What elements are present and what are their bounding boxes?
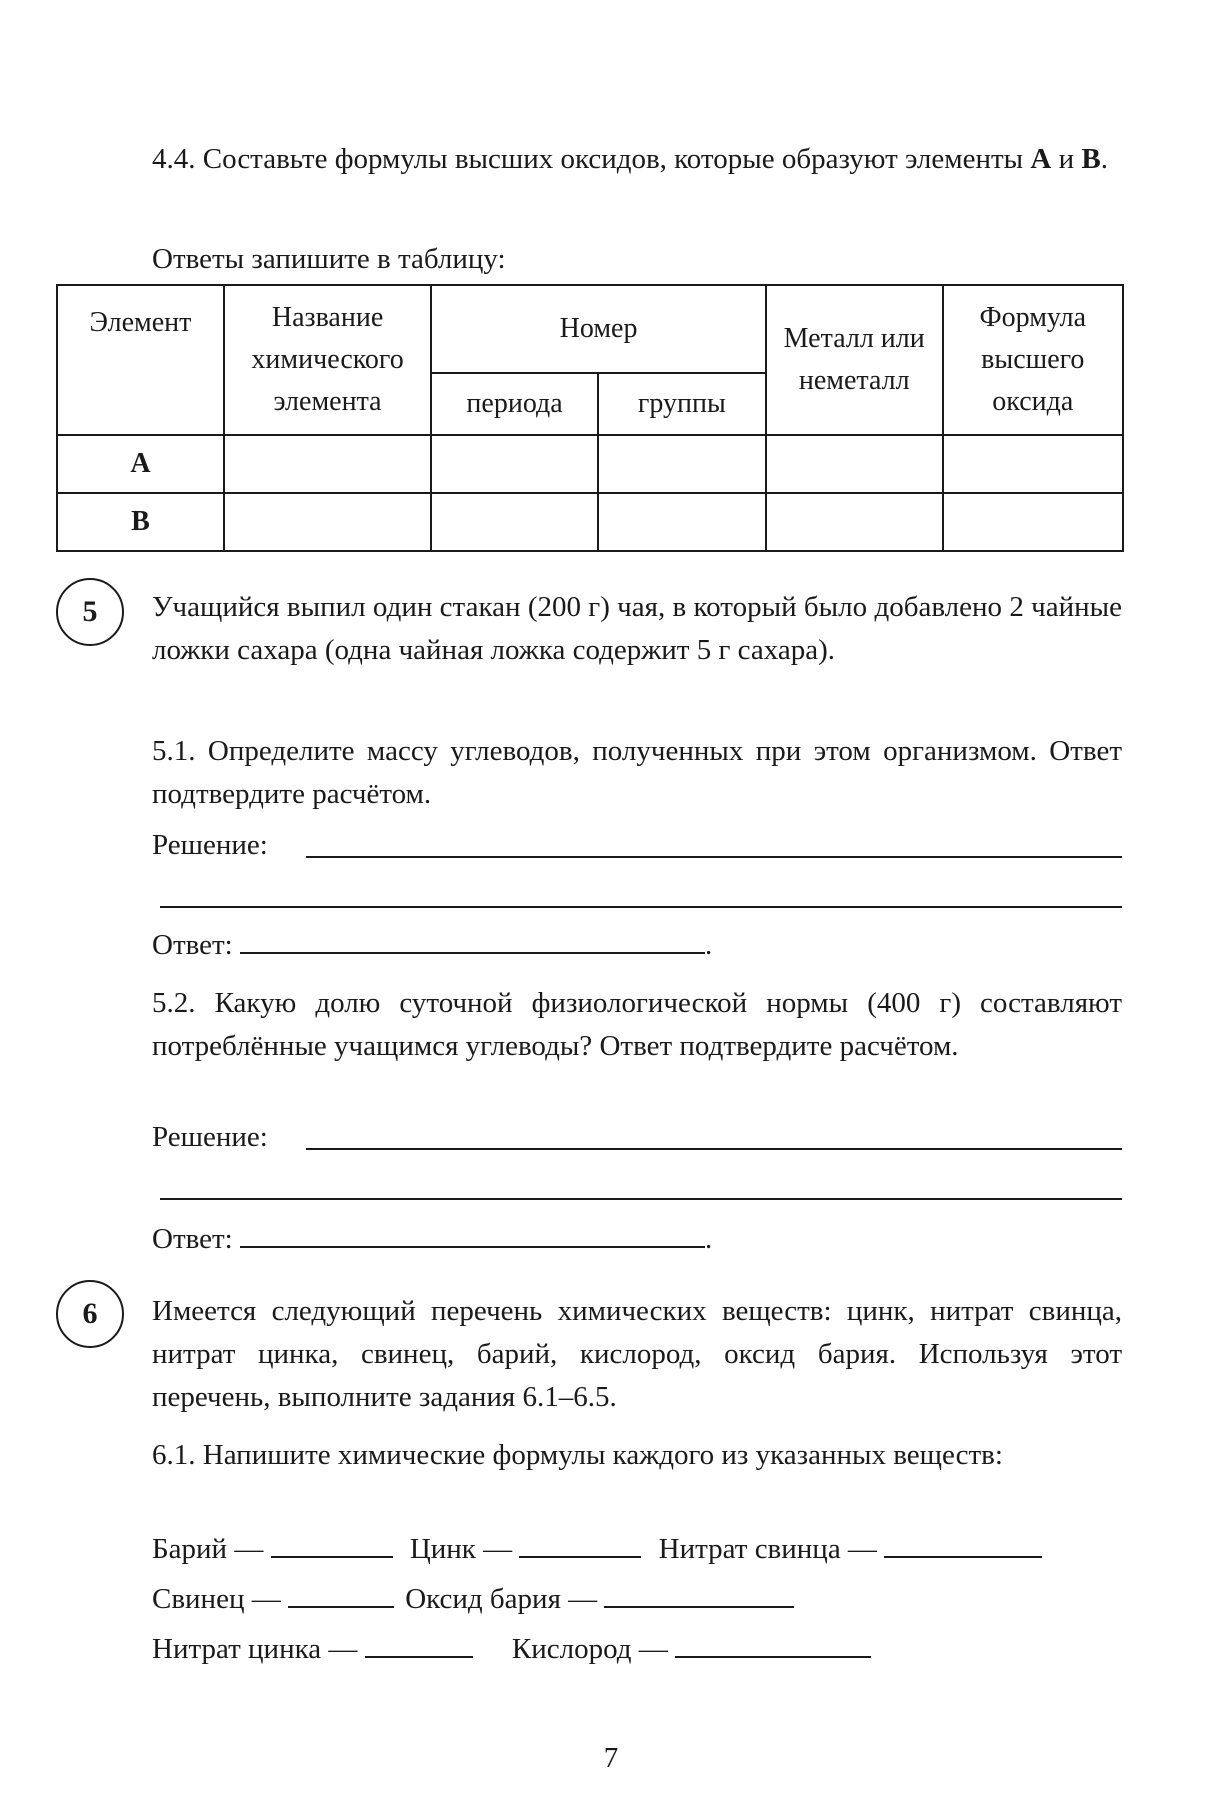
zinc-label: Цинк — bbox=[409, 1533, 513, 1565]
solution-5-1-line-2[interactable] bbox=[160, 906, 1122, 908]
cell-b-group[interactable] bbox=[598, 493, 766, 551]
lead-label: Свинец — bbox=[152, 1583, 281, 1615]
cell-b-metal[interactable] bbox=[766, 493, 943, 551]
formula-row-1 bbox=[152, 1528, 1042, 1571]
task-6-1-question: 6.1. Напишите химические формулы каждого из указанных веществ: bbox=[152, 1439, 1003, 1471]
solution-5-2-label: Решение: bbox=[152, 1121, 268, 1153]
page-number: 7 bbox=[603, 1742, 619, 1774]
header-element-name: Название химического элемента bbox=[224, 285, 431, 435]
cell-a-name[interactable] bbox=[224, 435, 431, 493]
task-6-badge: 6 bbox=[56, 1280, 124, 1348]
cell-b-name[interactable] bbox=[224, 493, 431, 551]
cell-a-period[interactable] bbox=[431, 435, 598, 493]
cell-a-metal[interactable] bbox=[766, 435, 943, 493]
answer-5-1-label: Ответ: bbox=[152, 929, 233, 961]
cell-b-period[interactable] bbox=[431, 493, 598, 551]
answer-5-2-label: Ответ: bbox=[152, 1223, 233, 1255]
oxygen-formula-field[interactable] bbox=[675, 1628, 871, 1658]
solution-5-2-line-1[interactable] bbox=[306, 1148, 1122, 1150]
task-5-1-question: 5.1. Определите массу углеводов, полученных при этом организмом. Ответ подтвердите расчётом. bbox=[152, 735, 1122, 810]
solution-5-1-label: Решение: bbox=[152, 829, 268, 861]
header-element: Элемент bbox=[57, 285, 224, 435]
answer-5-1-field[interactable] bbox=[240, 924, 705, 954]
answer-table bbox=[56, 284, 1124, 552]
formula-row-3 bbox=[152, 1628, 871, 1671]
header-period: периода bbox=[431, 373, 598, 435]
row-label-a: А bbox=[57, 435, 224, 493]
zinc-nitrate-formula-field[interactable] bbox=[365, 1628, 473, 1658]
table-instruction: Ответы запишите в таблицу: bbox=[152, 243, 506, 275]
header-formula: Формула высшего оксида bbox=[943, 285, 1123, 435]
barium-oxide-formula-field[interactable] bbox=[604, 1578, 794, 1608]
zinc-nitrate-label: Нитрат цинка — bbox=[152, 1633, 358, 1665]
header-number: Номер bbox=[431, 285, 766, 373]
header-metal: Металл или неметалл bbox=[766, 285, 943, 435]
lead-nitrate-formula-field[interactable] bbox=[884, 1528, 1042, 1558]
lead-nitrate-label: Нитрат свинца — bbox=[658, 1533, 877, 1565]
answer-5-2-row: Ответ: . bbox=[152, 1218, 712, 1261]
cell-b-formula[interactable] bbox=[943, 493, 1123, 551]
task-5-intro: Учащийся выпил один стакан (200 г) чая, в который было добавлено 2 чайные ложки сахара (одна чайная ложка содержит 5 г сахара). bbox=[152, 591, 1122, 666]
solution-5-2-line-2[interactable] bbox=[160, 1198, 1122, 1200]
barium-formula-field[interactable] bbox=[271, 1528, 393, 1558]
oxygen-label: Кислород — bbox=[511, 1633, 668, 1665]
cell-a-group[interactable] bbox=[598, 435, 766, 493]
row-label-b: В bbox=[57, 493, 224, 551]
task-6-intro: Имеется следующий перечень химических веществ: цинк, нитрат свинца, нитрат цинка, свинец, барий, кислород, оксид бария. Используя этот перечень, выполните задания 6.1–6.5. bbox=[152, 1295, 1122, 1413]
task-5-2-question: 5.2. Какую долю суточной физиологической нормы (400 г) составляют потреблённые учащимся углеводы? Ответ подтвердите расчётом. bbox=[152, 987, 1122, 1062]
table-row-a bbox=[57, 435, 1123, 493]
header-group: группы bbox=[598, 373, 766, 435]
barium-oxide-label: Оксид бария — bbox=[405, 1583, 598, 1615]
zinc-formula-field[interactable] bbox=[519, 1528, 641, 1558]
answer-5-2-field[interactable] bbox=[240, 1218, 705, 1248]
lead-formula-field[interactable] bbox=[288, 1578, 394, 1608]
cell-a-formula[interactable] bbox=[943, 435, 1123, 493]
task-5-badge: 5 bbox=[56, 578, 124, 646]
table-row-b bbox=[57, 493, 1123, 551]
answer-5-1-row: Ответ: . bbox=[152, 924, 712, 967]
task-4-4-text: 4.4. Составьте формулы высших оксидов, которые образуют элементы А и В. bbox=[152, 143, 1108, 175]
barium-label: Барий — bbox=[152, 1533, 264, 1565]
formula-row-2 bbox=[152, 1578, 794, 1621]
solution-5-1-line-1[interactable] bbox=[306, 856, 1122, 858]
